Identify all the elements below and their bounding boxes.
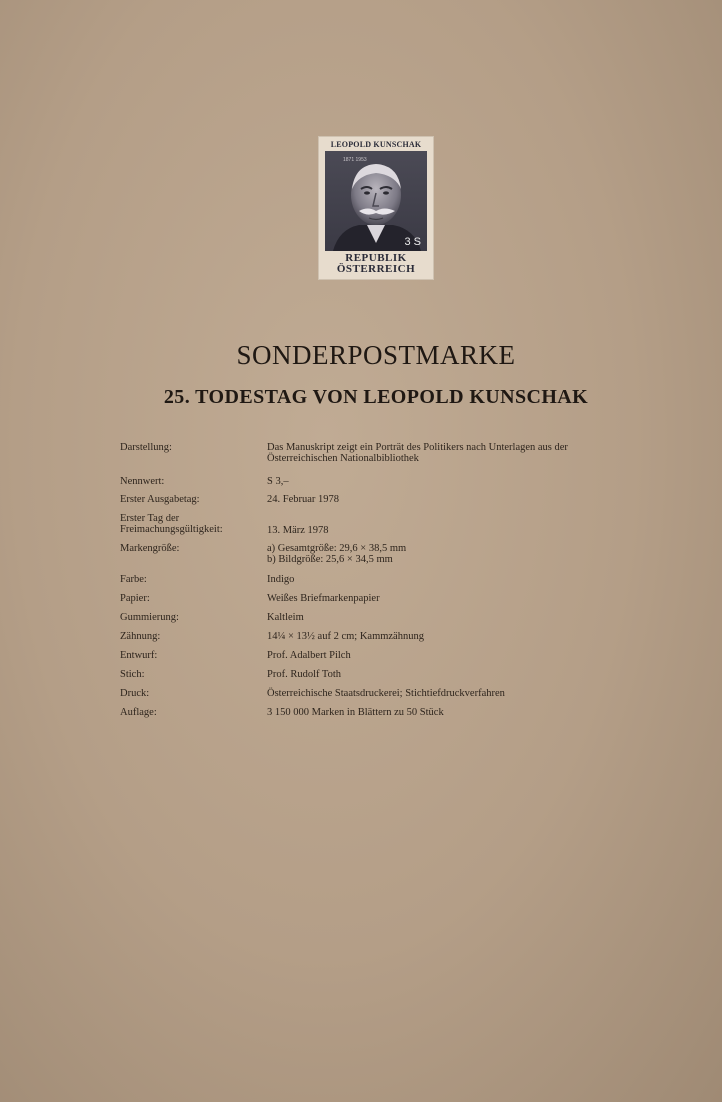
spec-label: Darstellung:: [120, 442, 172, 453]
spec-value: Das Manuskript zeigt ein Porträt des Politikers nach Unterlagen aus der Österreichischen Nationalbibliothek: [267, 442, 568, 464]
stamp-years: 1871 1953: [343, 157, 367, 163]
spec-value: 24. Februar 1978: [267, 494, 340, 505]
spec-label: Markengröße:: [120, 543, 180, 554]
spec-label: Auflage:: [120, 707, 157, 718]
spec-label: Erster Tag der Freimachungsgültigkeit:: [120, 513, 223, 535]
spec-value: Indigo: [267, 574, 295, 585]
stamp-value: 3 S: [404, 236, 421, 248]
spec-label: Papier:: [120, 593, 150, 604]
spec-label: Stich:: [120, 669, 145, 680]
spec-value: 14¼ × 13½ auf 2 cm; Kammzähnung: [267, 631, 424, 642]
spec-label: Entwurf:: [120, 650, 158, 661]
portrait-engraving-icon: [325, 151, 427, 251]
spec-label: Druck:: [120, 688, 150, 699]
spec-label: Farbe:: [120, 574, 147, 585]
spec-value: a) Gesamtgröße: 29,6 × 38,5 mm b) Bildgröße: 25,6 × 34,5 mm: [267, 543, 407, 565]
spec-label: Gummierung:: [120, 612, 179, 623]
spec-value: Prof. Adalbert Pilch: [267, 650, 351, 661]
page-title: SONDERPOSTMARKE: [236, 340, 516, 370]
spec-value: S 3,–: [267, 476, 289, 487]
stamp-name: LEOPOLD KUNSCHAK: [330, 140, 422, 149]
spec-value: Kaltleim: [267, 612, 304, 623]
spec-value: Prof. Rudolf Toth: [267, 669, 342, 680]
spec-value: Weißes Briefmarkenpapier: [267, 593, 380, 604]
stamp: [318, 136, 434, 280]
spec-label: Nennwert:: [120, 476, 165, 487]
page-subtitle: 25. TODESTAG VON LEOPOLD KUNSCHAK: [163, 386, 589, 408]
spec-value: 13. März 1978: [267, 525, 329, 536]
spec-value: Österreichische Staatsdruckerei; Stichtiefdruckverfahren: [267, 688, 505, 699]
spec-label: Erster Ausgabetag:: [120, 494, 200, 505]
stamp-country: REPUBLIK ÖSTERREICH: [336, 252, 416, 275]
spec-label: Zähnung:: [120, 631, 161, 642]
spec-value: 3 150 000 Marken in Blättern zu 50 Stück: [267, 707, 444, 718]
